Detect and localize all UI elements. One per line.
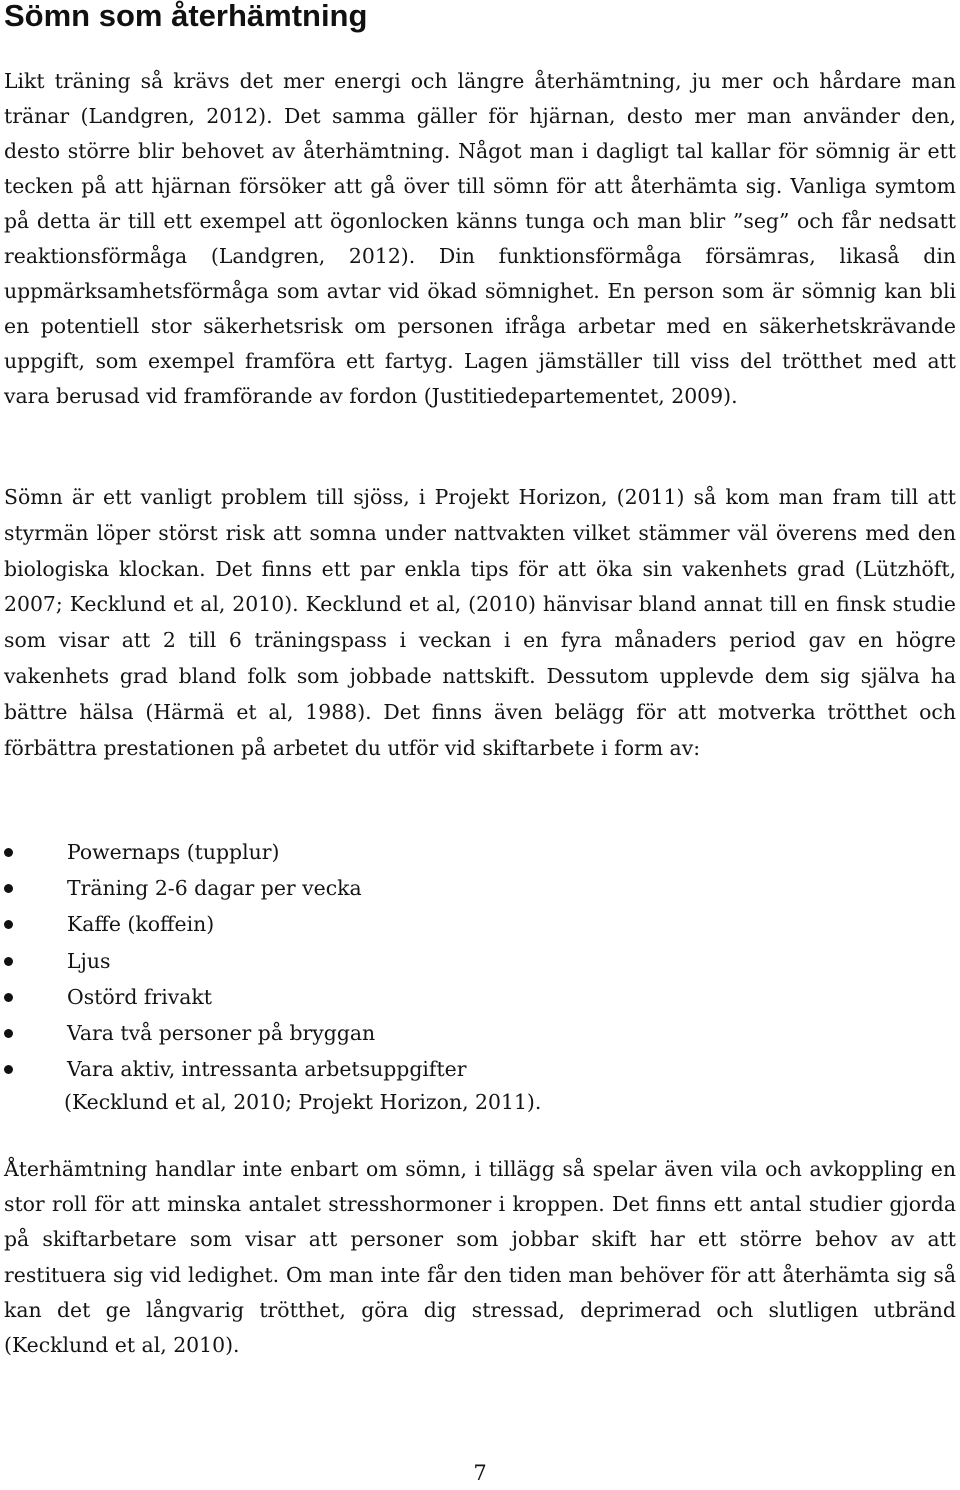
list-item: [0, 1015, 466, 1051]
list-item-label: Powernaps (tupplur): [67, 840, 280, 864]
list-item: [0, 834, 466, 870]
tips-bullet-list: [0, 834, 466, 1087]
bullet-icon: [4, 1065, 13, 1074]
list-item: [0, 979, 466, 1015]
bullet-icon: [4, 848, 13, 857]
list-item: [0, 1051, 466, 1087]
list-item: [0, 906, 466, 942]
list-item-label: Ljus: [67, 948, 111, 973]
bullet-icon: [4, 957, 13, 966]
list-item-label: Vara två personer på bryggan: [67, 1020, 376, 1045]
section-heading: Sömn som återhämtning: [4, 0, 368, 33]
list-item-label: Ostörd frivakt: [67, 984, 212, 1009]
paragraph-sleep-at-sea: Sömn är ett vanligt problem till sjöss, i Projekt Horizon, (2011) så kom man fram till att styrmän löper störst risk att somna under nattvakten vilket stämmer väl överens med den biologiska klockan. Det finns ett par enkla tips för att öka sin vakenhets grad (Lützhöft, 2007; Kecklund et al, 2010). Kecklund et al, (2010) hänvisar bland annat till en finsk studie som visar att 2 till 6 träningspass i veckan i en fyra månaders period gav en högre vakenhets grad bland folk som jobbade nattskift. Dessutom upplevde dem sig själva ha bättre hälsa (Härmä et al, 1988). Det finns även belägg för att motverka trötthet och förbättra prestationen på arbetet du utför vid skiftarbete i form av:: [4, 485, 956, 760]
list-item-label: Vara aktiv, intressanta arbetsuppgifter: [67, 1057, 467, 1082]
bullet-icon: [4, 993, 13, 1002]
list-item: [0, 870, 466, 906]
paragraph-recovery-rest: Återhämtning handlar inte enbart om sömn, i tillägg så spelar även vila och avkoppling en stor roll för att minska antalet stresshormoner i kroppen. Det finns ett antal studier gjorda på skiftarbetare som visar att personer som jobbar skift har ett större behov av att restituera sig vid ledighet. Om man inte får den tiden man behöver för att återhämta sig så kan det ge långvarig trötthet, göra dig stressad, deprimerad och slutligen utbränd (Kecklund et al, 2010).: [4, 1157, 956, 1358]
list-item: [0, 943, 466, 979]
paragraph-sleep-recovery: Likt träning så krävs det mer energi och längre återhämtning, ju mer och hårdare man tränar (Landgren, 2012). Det samma gäller för hjärnan, desto mer man använder den, desto större blir behovet av återhämtning. Något man i dagligt tal kallar för sömnig är ett tecken på att hjärnan försöker att gå över till sömn för att återhämta sig. Vanliga symtom på detta är till ett exempel att ögonlocken känns tunga och man blir ”seg” och får nedsatt reaktionsförmåga (Landgren, 2012). Din funktionsförmåga försämras, likaså din uppmärksamhetsförmåga som avtar vid ökad sömnighet. En person som är sömnig kan bli en potentiell stor säkerhetsrisk om personen ifråga arbetar med en säkerhetskrävande uppgift, som exempel framföra ett fartyg. Lagen jämställer till viss del trötthet med att vara berusad vid framförande av fordon (Justitiedepartementet, 2009).: [4, 69, 956, 408]
list-item-label: Kaffe (koffein): [67, 912, 215, 937]
bullet-list-reference: (Kecklund et al, 2010; Projekt Horizon, 2011).: [64, 1090, 542, 1114]
page-number: 7: [473, 1461, 487, 1485]
list-item-label: Träning 2-6 dagar per vecka: [67, 876, 362, 901]
bullet-icon: [4, 1029, 13, 1038]
bullet-icon: [4, 884, 13, 893]
bullet-icon: [4, 920, 13, 929]
